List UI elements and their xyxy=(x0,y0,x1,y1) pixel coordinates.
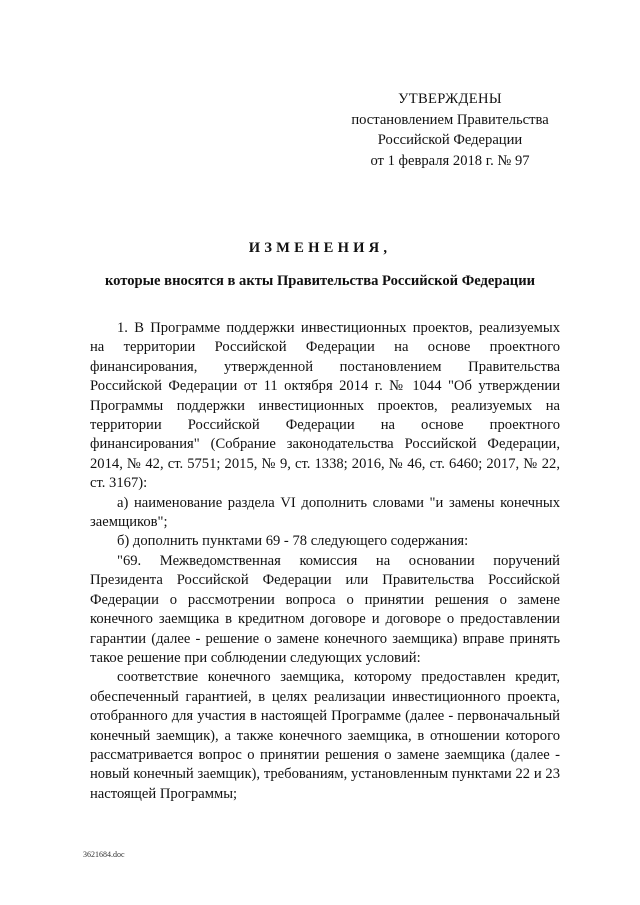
document-title: ИЗМЕНЕНИЯ, xyxy=(248,240,392,256)
document-body xyxy=(90,319,560,804)
approval-block xyxy=(345,89,555,171)
file-name-footer: 3621684.doc xyxy=(83,850,125,859)
approval-line-2: Российской Федерации xyxy=(377,132,523,148)
approval-line-1: постановлением Правительства xyxy=(351,111,549,128)
approval-heading: УТВЕРЖДЕНЫ xyxy=(398,91,502,107)
body-paragraph: "69. Межведомственная комиссия на основании поручений Президента Российской Федерации или Правительства Российской Федерации о рассмотрении вопроса о принятии решения о замене конечного заемщика в кредитном договоре и договоре о предоставлении гарантии (далее - решение о замене конечного заемщика) вправе принять такое решение при соблюдении следующих условий: xyxy=(90,552,560,666)
body-paragraph: а) наименование раздела VI дополнить словами "и замены конечных заемщиков"; xyxy=(90,494,560,531)
body-paragraph: соответствие конечного заемщика, которому предоставлен кредит, обеспеченный гарантией, в целях реализации инвестиционного проекта, отобранного для участия в настоящей Программе (далее - первоначальный конечный заемщик), а также конечного заемщика, в отношении которого рассматривается вопрос о принятии решения о замене заемщика (далее - новый конечный заемщик), требованиям, установленным пунктами 22 и 23 настоящей Программы; xyxy=(90,669,560,802)
body-paragraph: б) дополнить пунктами 69 - 78 следующего содержания: xyxy=(117,533,469,550)
body-paragraph: 1. В Программе поддержки инвестиционных проектов, реализуемых на территории Российской Федерации на основе проектного финансирования, утвержденной постановлением Правительства Российской Федерации от 11 октября 2014 г. № 1044 "Об утверждении Программы поддержки инвестиционных проектов, реализуемых на территории Российской Федерации на основе проектного финансирования" (Собрание законодательства Российской Федерации, 2014, № 42, ст. 5751; 2015, № 9, ст. 1338; 2016, № 46, ст. 6460; 2017, № 22, ст. 3167): xyxy=(90,320,560,492)
approval-line-3: от 1 февраля 2018 г. № 97 xyxy=(370,152,530,169)
document-subtitle: которые вносятся в акты Правительства Российской Федерации xyxy=(104,273,536,289)
